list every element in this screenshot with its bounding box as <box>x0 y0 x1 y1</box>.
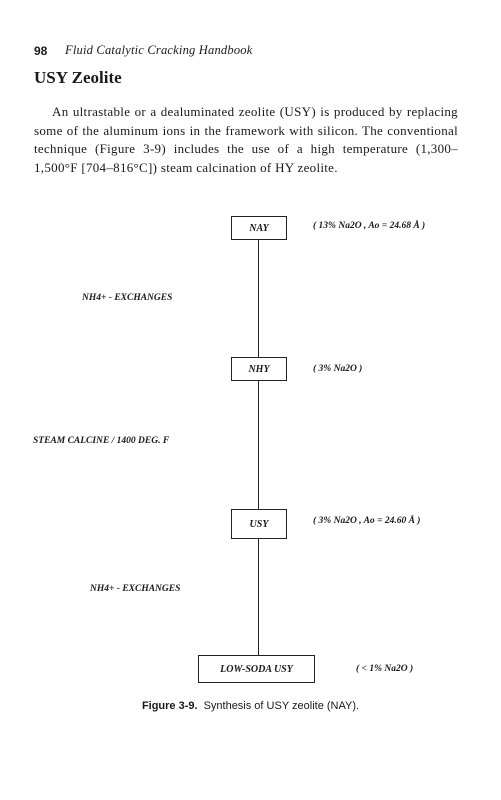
figure-label: Figure 3-9. <box>141 700 198 712</box>
step-label-exchange-1: NH4+ - EXCHANGES <box>82 293 173 303</box>
node-condition-nhy: ( 3% Na2O ) <box>313 364 363 374</box>
step-label-steam-calcine: STEAM CALCINE / 1400 DEG. F <box>33 436 170 446</box>
body-paragraph: An ultrastable or a dealuminated zeolite (USY) is produced by replacing some of the aluminum ions in the framework with silicon. The conventional technique (Figure 3-9) includes the use of a high temperature (1,300–1,500°F [704–816°C]) steam calcination of HY zeolite. <box>34 104 458 175</box>
flow-connector <box>258 381 259 509</box>
running-head: Fluid Catalytic Cracking Handbook <box>65 43 253 57</box>
node-box-low-soda-usy <box>198 655 315 683</box>
figure-caption <box>0 700 501 712</box>
step-label-exchange-2: NH4+ - EXCHANGES <box>90 584 181 594</box>
node-condition-low-soda-usy: ( < 1% Na2O ) <box>356 664 414 674</box>
node-label-nhy: NHY <box>248 363 270 375</box>
node-box-usy <box>231 509 287 539</box>
node-condition-usy: ( 3% Na2O , Ao = 24.60 Å ) <box>313 516 421 526</box>
flow-connector <box>258 240 259 357</box>
node-box-nhy <box>231 357 287 381</box>
section-title: USY Zeolite <box>34 68 122 87</box>
page-number: 98 <box>34 44 48 58</box>
node-label-low-soda-usy: LOW-SODA USY <box>220 663 293 675</box>
node-box-nay <box>231 216 287 240</box>
node-condition-nay: ( 13% Na2O , Ao = 24.68 Å ) <box>313 221 426 231</box>
flow-connector <box>258 539 259 655</box>
node-label-usy: USY <box>249 518 269 530</box>
node-label-nay: NAY <box>249 222 269 234</box>
figure-caption-text: Synthesis of USY zeolite (NAY). <box>203 700 360 712</box>
